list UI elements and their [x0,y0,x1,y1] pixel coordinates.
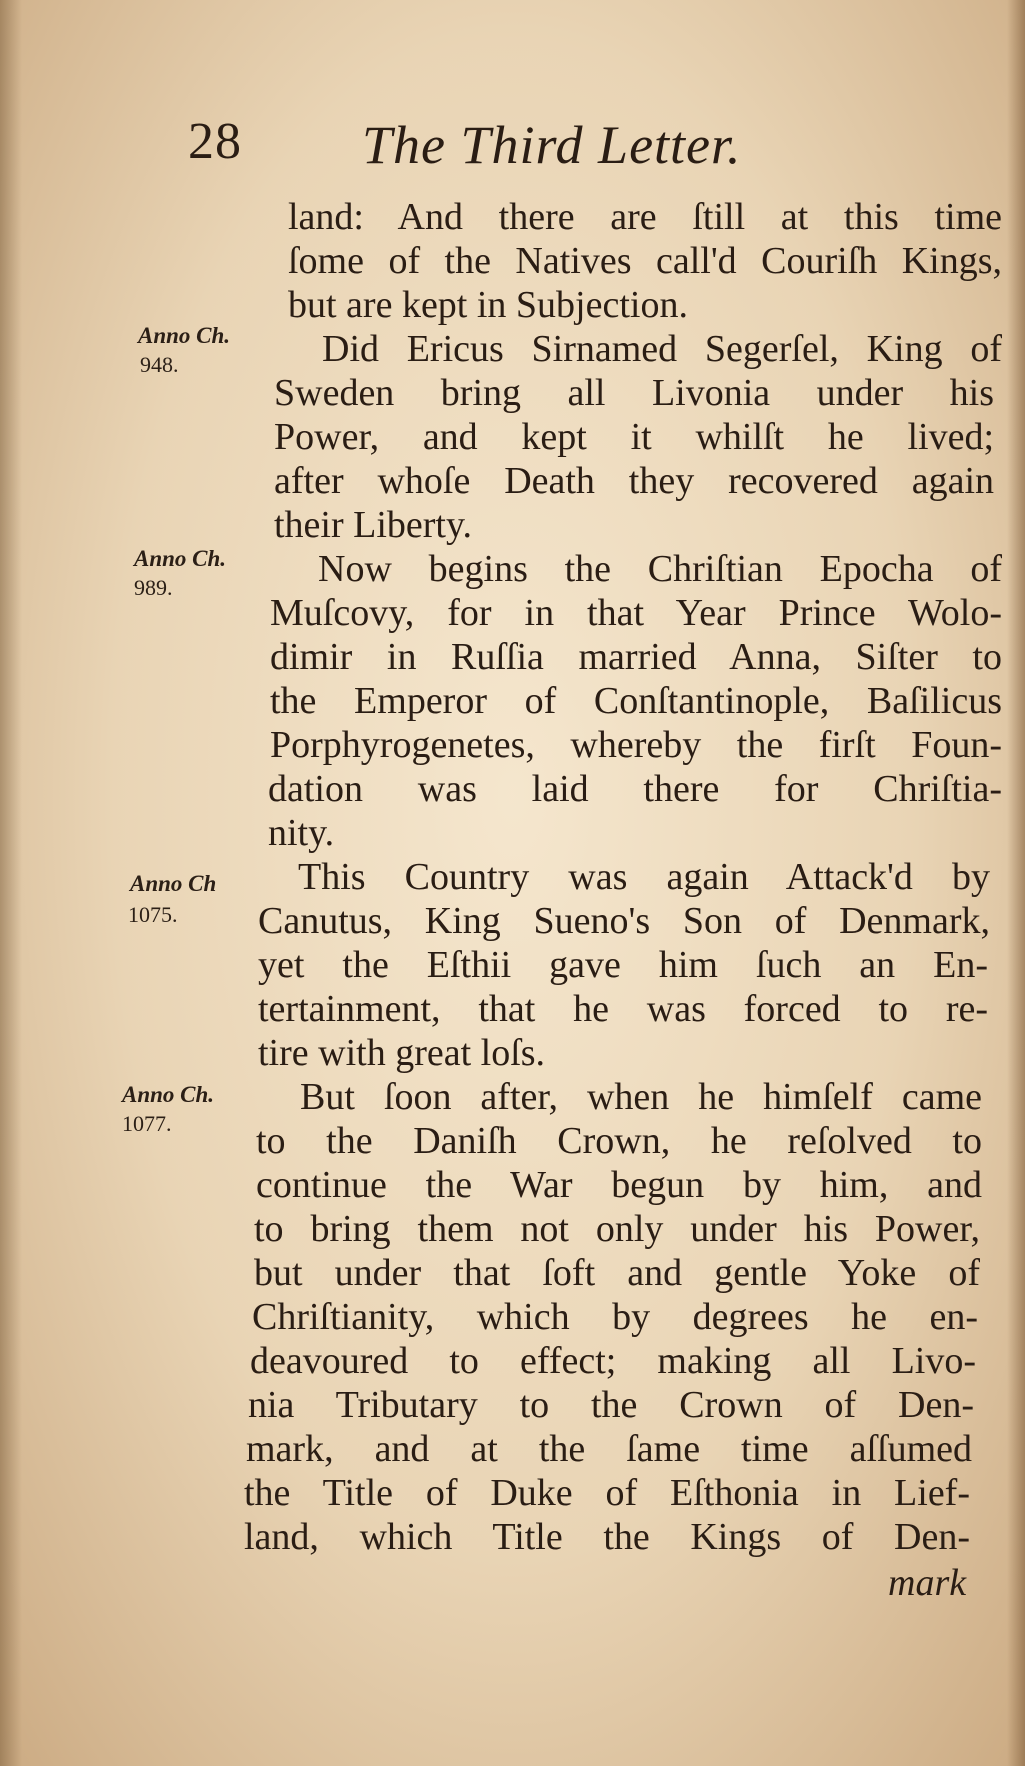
text-line: the Emperor of Conſtantinople, Baſilicus [270,680,1002,722]
text-line: dimir in Ruſſia married Anna, Siſter to [270,636,1002,678]
text-line: Canutus, King Sueno's Son of Denmark, [258,900,990,942]
text-line: mark, and at the ſame time aſſumed [246,1428,972,1470]
margin-note-label: Anno Ch [130,871,217,896]
text-line: after whoſe Death they recovered again [274,460,994,502]
text-line: Chriſtianity, which by degrees he en- [252,1296,978,1338]
text-line: land: And there are ſtill at this time [288,196,1002,238]
text-line: Sweden bring all Livonia under his [274,372,994,414]
text-line: Porphyrogenetes, whereby the firſt Foun- [270,724,1002,766]
text-line: Now begins the Chriſtian Epocha of [318,548,1002,590]
text-line: land, which Title the Kings of Den- [244,1516,970,1558]
margin-note-year: 1077. [122,1111,172,1136]
text-line: dation was laid there for Chriſtia- [268,768,1002,810]
text-line: deavoured to effect; making all Livo- [250,1340,976,1382]
margin-note-year: 1075. [128,902,178,927]
page-edge-right [1007,0,1025,1766]
margin-note-year: 948. [140,352,179,377]
text-line: to the Daniſh Crown, he reſolved to [256,1120,982,1162]
text-line: but are kept in Subjection. [288,284,688,326]
margin-note-label: Anno Ch. [122,1082,215,1107]
page-edge-left [0,0,22,1766]
text-line: their Liberty. [274,504,473,546]
text-line: continue the War begun by him, and [256,1164,982,1206]
text-line: Did Ericus Sirnamed Segerſel, King of [322,328,1002,370]
text-line: but under that ſoft and gentle Yoke of [254,1252,980,1294]
text-line: This Country was again Attack'd by [298,856,990,898]
text-line: nia Tributary to the Crown of Den- [248,1384,974,1426]
margin-note-year: 989. [134,575,173,600]
text-line: yet the Eſthii gave him ſuch an En- [258,944,988,986]
running-title: The Third Letter. [362,115,742,175]
text-line: But ſoon after, when he himſelf came [300,1076,982,1118]
text-line: the Title of Duke of Eſthonia in Lief- [244,1472,970,1514]
text-line: nity. [268,812,335,854]
text-line: tire with great loſs. [258,1032,546,1074]
page-number: 28 [188,113,242,170]
text-line: Muſcovy, for in that Year Prince Wolo- [270,592,1002,634]
text-line: tertainment, that he was forced to re- [258,988,988,1030]
margin-note-label: Anno Ch. [138,323,231,348]
text-line: Power, and kept it whilſt he lived; [274,416,994,458]
text-line: to bring them not only under his Power, [254,1208,980,1250]
margin-note-label: Anno Ch. [134,546,227,571]
text-line: ſome of the Natives call'd Couriſh Kings, [288,240,1002,282]
catchword: mark [888,1562,967,1604]
page-header [0,112,1025,192]
